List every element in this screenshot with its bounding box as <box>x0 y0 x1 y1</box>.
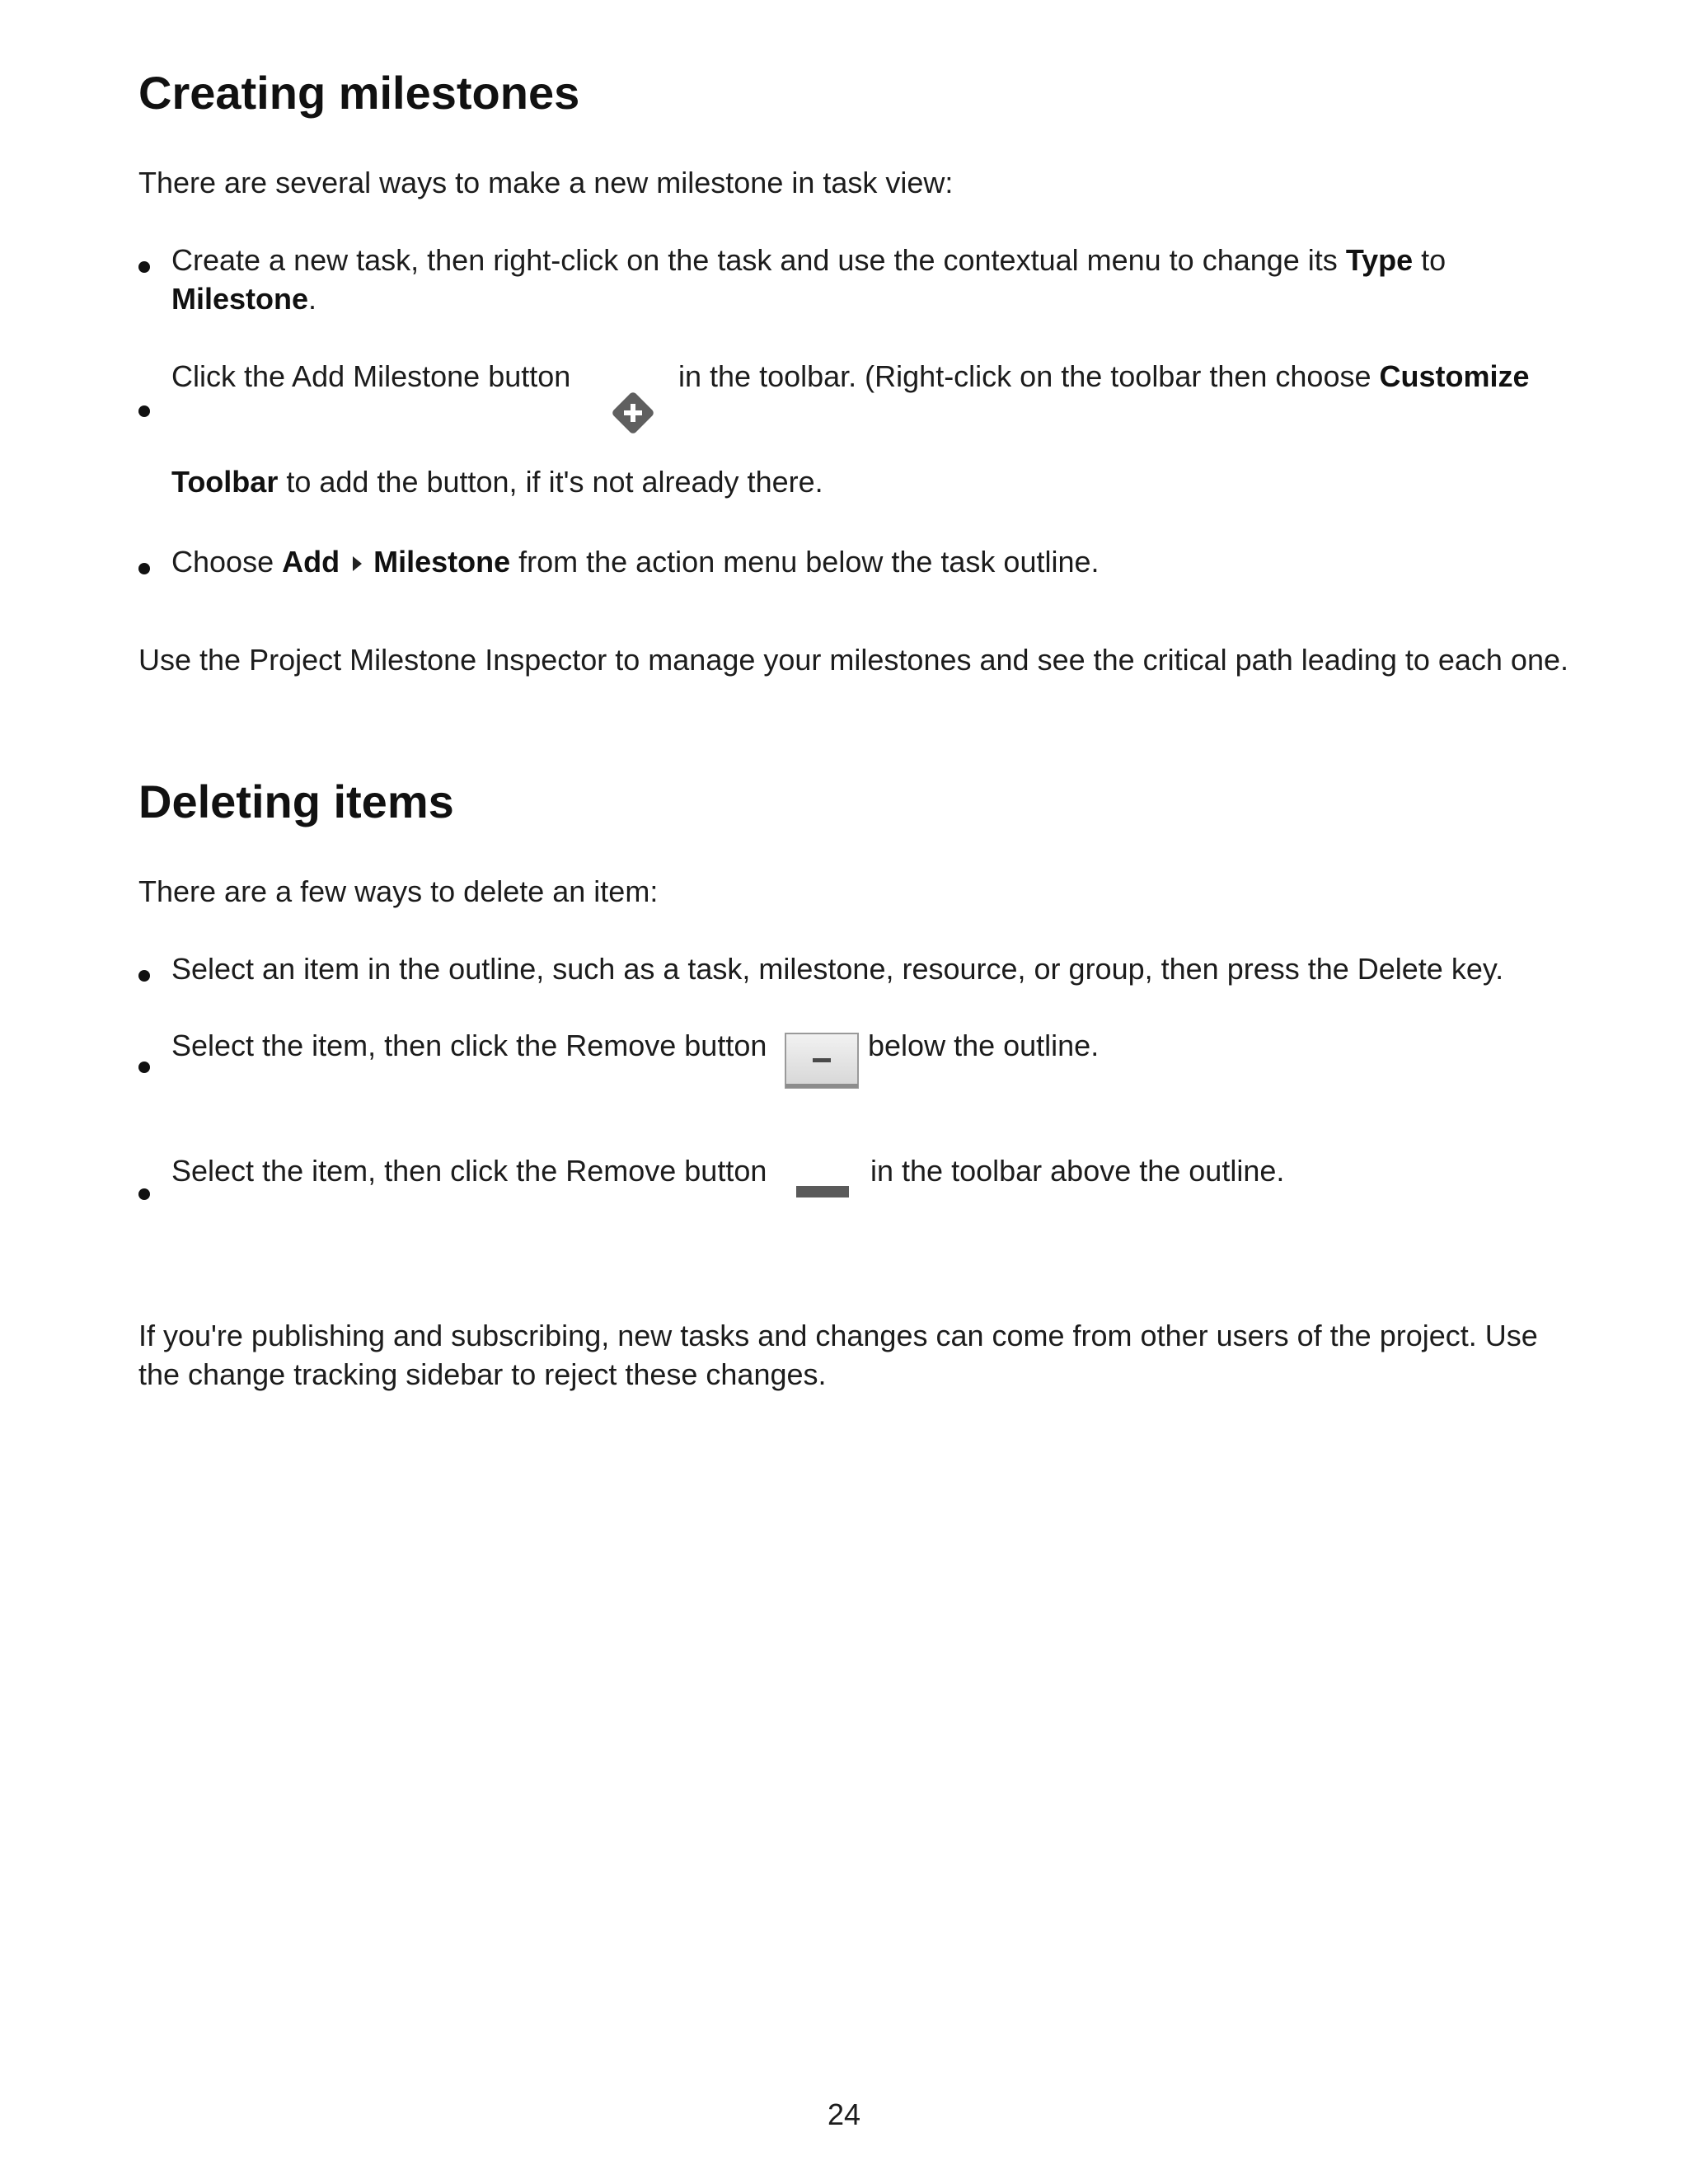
list-item-text-part: to add the button, if it's not already there. <box>278 465 823 499</box>
list-item-text <box>171 542 1573 581</box>
remove-button-icon <box>785 1033 859 1089</box>
bold-term-milestone: Milestone <box>373 545 511 579</box>
bullet-dot <box>138 261 150 273</box>
list-item-text-part: in the toolbar above the outline. <box>870 1154 1285 1188</box>
add-milestone-icon <box>604 384 662 442</box>
bullet-dot <box>138 1062 150 1073</box>
creating-milestones-outro: Use the Project Milestone Inspector to manage your milestones and see the critical path leading to each one. <box>138 643 1568 677</box>
bold-term-customize: Customize <box>1379 359 1530 393</box>
bullet-dot <box>138 970 150 982</box>
list-item-text <box>171 462 1573 501</box>
page-number: 24 <box>827 2097 861 2131</box>
bold-term-type: Type <box>1345 243 1414 277</box>
bold-term-add: Add <box>282 545 340 579</box>
list-item-text <box>870 1151 1573 1190</box>
list-item-text <box>868 1026 1573 1065</box>
list-item-text-part: Choose <box>171 545 283 579</box>
section-title-deleting-items: Deleting items <box>138 776 454 827</box>
list-item-text: Select an item in the outline, such as a task, milestone, resource, or group, then press the Delete key. <box>171 952 1504 986</box>
list-item-text-part: Click the Add Milestone button <box>171 359 571 393</box>
bullet-dot <box>138 1188 150 1200</box>
list-item-text-part: in the toolbar. (Right-click on the toolbar then choose <box>678 359 1380 393</box>
document-page <box>138 0 1573 2184</box>
list-item-text <box>678 357 1573 396</box>
list-item-text-part: Create a new task, then right-click on the task and use the contextual menu to change its <box>171 243 1346 277</box>
list-item-text-part: Select the item, then click the Remove button <box>171 1154 767 1188</box>
bold-term-milestone: Milestone <box>171 282 309 316</box>
toolbar-remove-icon <box>796 1184 849 1199</box>
list-item-text-part: below the outline. <box>868 1029 1100 1062</box>
list-item-text-part: from the action menu below the task outline. <box>510 545 1100 579</box>
section-title-creating-milestones: Creating milestones <box>138 67 580 119</box>
creating-milestones-intro: There are several ways to make a new milestone in task view: <box>138 166 954 199</box>
deleting-items-intro: There are a few ways to delete an item: <box>138 874 659 908</box>
deleting-items-outro: If you're publishing and subscribing, new tasks and changes can come from other users of the project. Use the change tracking sidebar to reject these changes. <box>138 1319 1538 1391</box>
list-item-text-part: to <box>1413 243 1447 277</box>
bullet-dot <box>138 563 150 574</box>
bold-term-toolbar: Toolbar <box>171 465 279 499</box>
list-item-text-part: Select the item, then click the Remove button <box>171 1029 767 1062</box>
list-item-text <box>171 241 1573 318</box>
bullet-dot <box>138 405 150 417</box>
submenu-arrow-icon <box>353 556 362 571</box>
list-item-text-part: . <box>308 282 317 316</box>
